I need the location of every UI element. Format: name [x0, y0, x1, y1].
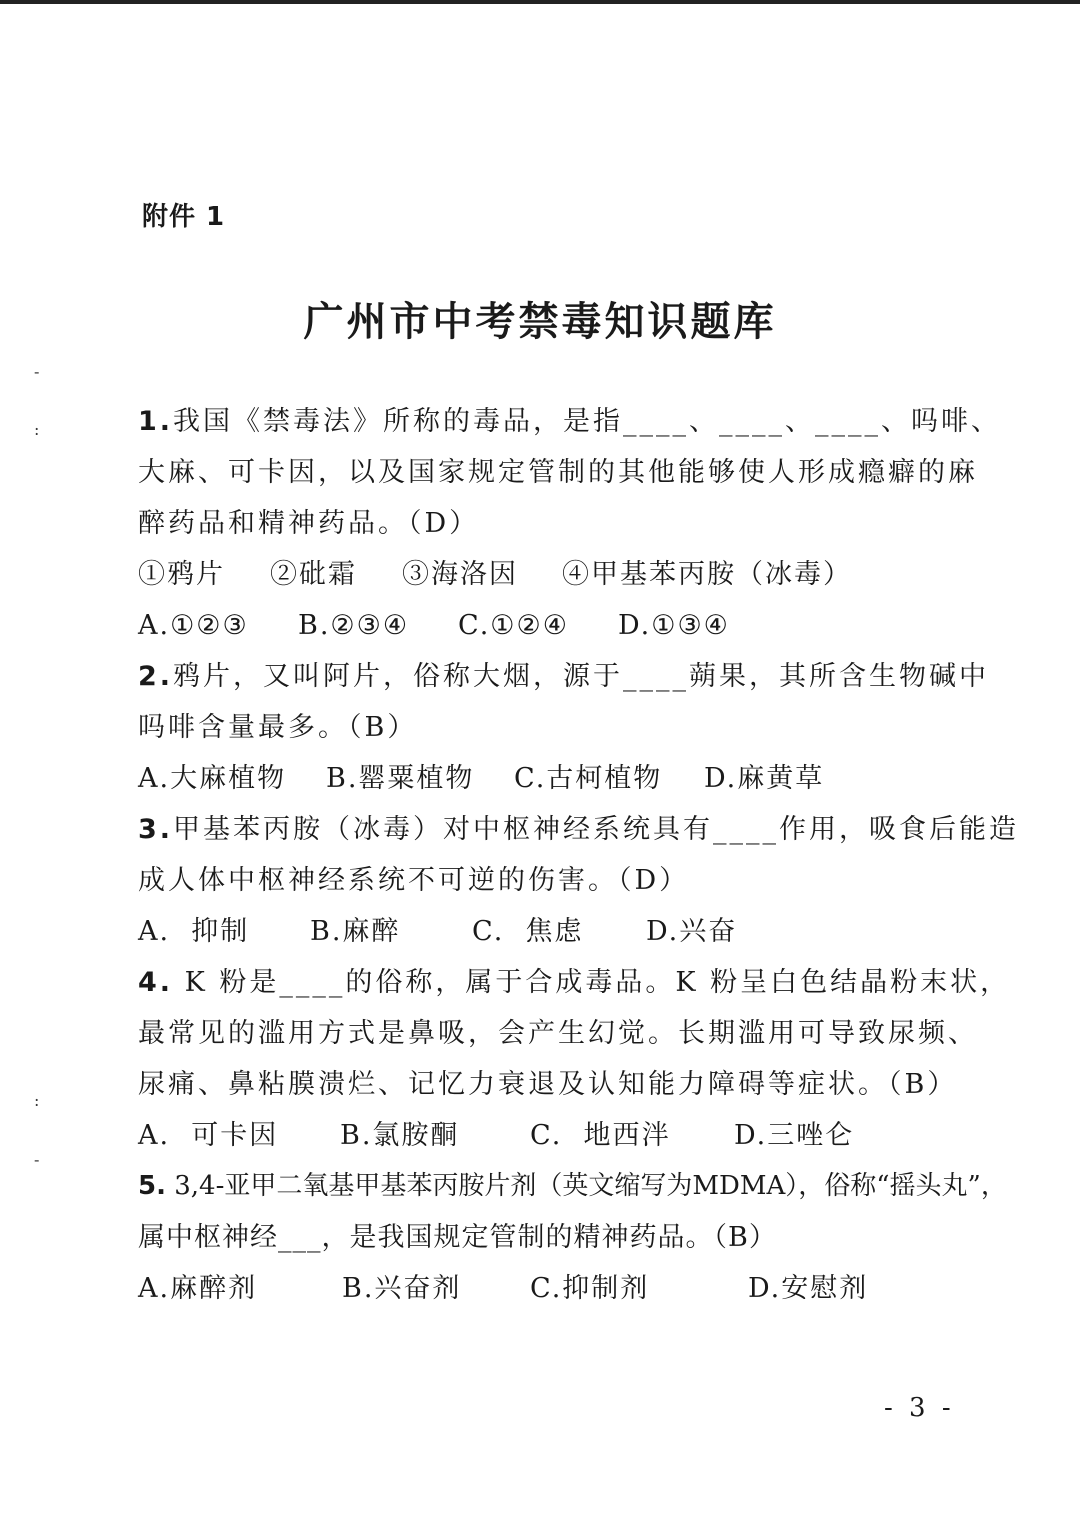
option-c: C. 焦虑: [472, 916, 584, 947]
question: [138, 651, 990, 804]
question-line: 醉药品和精神药品。（D）: [138, 508, 480, 539]
question-text: K 粉是____的俗称，属于合成毒品。K 粉呈白色结晶粉末状，: [173, 967, 1011, 998]
answer-options: [138, 1110, 958, 1161]
option-b: B.麻醉: [310, 916, 401, 947]
list-item: ②砒霜: [270, 559, 357, 590]
option-c: C.古柯植物: [514, 763, 663, 794]
item-list: [138, 549, 958, 600]
option-c: C.抑制剂: [530, 1273, 650, 1304]
scan-speck: :: [34, 420, 40, 439]
question-bank: [138, 396, 1020, 1314]
option-c: C. 地西泮: [530, 1120, 671, 1151]
option-b: B.氯胺酮: [340, 1120, 460, 1151]
question-number: 2.: [138, 661, 174, 692]
answer-options: [138, 600, 958, 651]
option-a: A. 抑制: [138, 916, 250, 947]
option-d: D.三唑仑: [734, 1120, 855, 1151]
option-c: C.①②④: [458, 610, 569, 641]
option-a: A.大麻植物: [138, 763, 287, 794]
question-line: [138, 957, 1011, 1008]
answer-options: [138, 1263, 958, 1314]
page-number: - 3 -: [884, 1393, 955, 1423]
question-line: [138, 1161, 1007, 1212]
list-item: ③海洛因: [402, 559, 518, 590]
option-a: A. 可卡因: [138, 1120, 279, 1151]
document-title: 广州市中考禁毒知识题库: [303, 298, 777, 345]
option-d: D.①③④: [618, 610, 730, 641]
question-text: 甲基苯丙胺（冰毒）对中枢神经系统具有____作用，吸食后能造: [173, 814, 1020, 845]
question-text: 我国《禁毒法》所称的毒品，是指____、____、____、吗啡、: [173, 406, 1002, 437]
option-d: D.兴奋: [646, 916, 738, 947]
question-text: 鸦片，又叫阿片，俗称大烟，源于____蒴果，其所含生物碱中: [173, 661, 990, 692]
question-line: 最常见的滥用方式是鼻吸，会产生幻觉。长期滥用可导致尿频、: [138, 1018, 978, 1049]
question: [138, 957, 1011, 1161]
question-line: 属中枢神经___，是我国规定管制的精神药品。（B）: [138, 1222, 777, 1253]
option-a: A.麻醉剂: [138, 1273, 258, 1304]
question-line: 大麻、可卡因，以及国家规定管制的其他能够使人形成瘾癖的麻: [138, 457, 978, 488]
option-b: B.②③④: [298, 610, 410, 641]
question-number: 4.: [138, 967, 174, 998]
question-line: 吗啡含量最多。（B）: [138, 712, 418, 743]
option-b: B.罂粟植物: [326, 763, 475, 794]
question-line: [138, 396, 1002, 447]
question-line: 尿痛、鼻粘膜溃烂、记忆力衰退及认知能力障碍等症状。（B）: [138, 1069, 958, 1100]
scan-border-top: [0, 0, 1080, 4]
list-item: ④甲基苯丙胺（冰毒）: [562, 559, 852, 590]
option-d: D.麻黄草: [704, 763, 825, 794]
scan-speck: -: [34, 1150, 40, 1169]
question: [138, 1161, 1007, 1314]
attachment-label: 附件 1: [142, 202, 226, 232]
question-number: 1.: [138, 406, 174, 437]
option-a: A.①②③: [138, 610, 249, 641]
scan-speck: :: [34, 1091, 40, 1110]
option-b: B.兴奋剂: [342, 1273, 462, 1304]
option-d: D.安慰剂: [748, 1273, 869, 1304]
answer-options: [138, 906, 958, 957]
question: [138, 396, 1002, 651]
scan-speck: -: [34, 362, 40, 381]
answer-options: [138, 753, 958, 804]
question-line: 成人体中枢神经系统不可逆的伤害。（D）: [138, 865, 690, 896]
question-number: 3.: [138, 814, 174, 845]
question-line: [138, 804, 1020, 855]
question-number: 5.: [138, 1171, 166, 1201]
question-line: [138, 651, 990, 702]
question: [138, 804, 1020, 957]
list-item: ①鸦片: [138, 559, 225, 590]
question-text: 3,4-亚甲二氧基甲基苯丙胺片剂（英文缩写为MDMA），俗称“摇头丸”，: [165, 1171, 1007, 1201]
